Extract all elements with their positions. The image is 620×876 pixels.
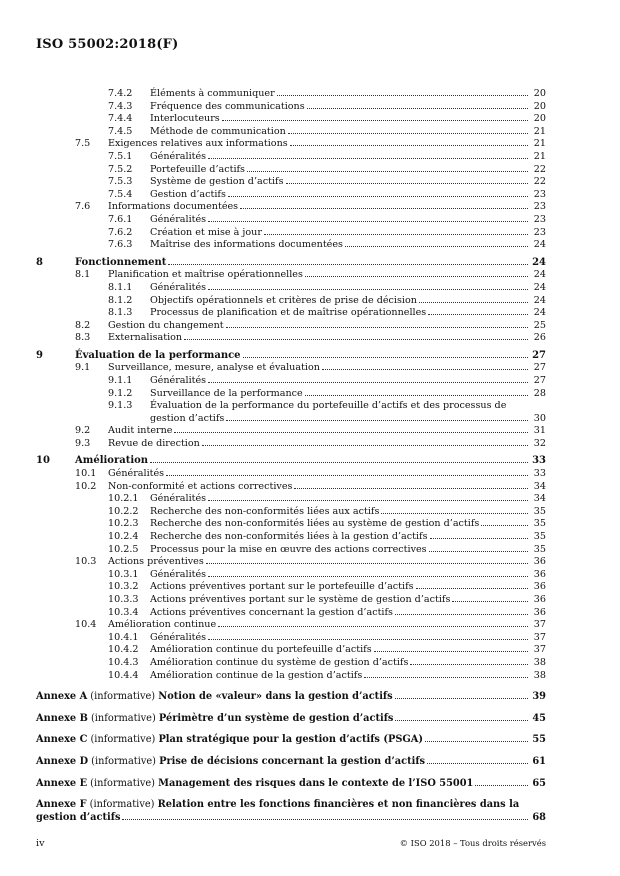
toc-entry-page: 34 (533, 480, 546, 492)
leader-dots (410, 664, 528, 665)
toc-entry-number: 8.1 (75, 269, 91, 281)
leader-dots (428, 314, 528, 315)
toc-entry-title: Gestion d’actifs (150, 188, 226, 200)
toc-entry-title: Non-conformité et actions correctives (108, 480, 293, 492)
toc-entry-number: 10.3.3 (108, 593, 139, 605)
annex-title-cont: gestion d’actifs (36, 811, 121, 823)
toc-entry[interactable] (36, 362, 546, 375)
leader-dots (452, 601, 528, 602)
toc-entry[interactable] (36, 556, 546, 569)
leader-dots (429, 551, 528, 552)
annex-type: (informative) (86, 799, 158, 811)
toc-entry-page: 36 (533, 556, 546, 568)
toc-entry-page: 36 (533, 606, 546, 618)
toc-entry[interactable] (36, 269, 546, 282)
toc-entry-title: Interlocuteurs (150, 113, 220, 125)
toc-entry[interactable] (36, 518, 546, 531)
annex-page: 55 (532, 734, 546, 746)
toc-entry-page: 32 (533, 437, 546, 449)
toc-entry-page: 33 (533, 468, 546, 480)
toc-entry-title: Amélioration (75, 455, 149, 467)
toc-entry-page: 24 (533, 269, 546, 281)
toc-entry[interactable] (36, 493, 546, 506)
toc-entry-title: Système de gestion d’actifs (150, 176, 284, 188)
toc-entry[interactable] (36, 388, 546, 401)
table-of-contents (36, 88, 546, 824)
leader-dots (150, 462, 528, 463)
toc-entry-title: Surveillance de la performance (150, 387, 303, 399)
toc-entry-title: Exigences relatives aux informations (108, 138, 288, 150)
toc-entry[interactable] (36, 481, 546, 494)
toc-entry-title: Planification et maîtrise opérationnelles (108, 269, 303, 281)
toc-entry[interactable] (36, 468, 546, 481)
toc-entry-number: 9.1 (75, 362, 91, 374)
toc-entry[interactable] (36, 594, 546, 607)
leader-dots (218, 626, 528, 627)
toc-entry-title: Évaluation de la performance (75, 349, 241, 361)
annex-label: Annexe C (36, 734, 88, 746)
leader-dots (425, 741, 528, 742)
toc-entry-number: 10 (36, 455, 50, 467)
toc-entry-title: Généralités (150, 493, 207, 505)
toc-entry-number: 10.2.5 (108, 543, 139, 555)
toc-entry-number: 7.4.5 (108, 125, 133, 137)
toc-entry[interactable] (36, 126, 546, 139)
toc-entry-number: 10.3.4 (108, 606, 139, 618)
leader-dots (226, 420, 528, 421)
toc-entry-title: Audit interne (108, 425, 173, 437)
annex-label: Annexe D (36, 755, 89, 767)
toc-entry-page: 20 (533, 100, 546, 112)
toc-entry[interactable] (36, 607, 546, 620)
toc-entry[interactable] (36, 113, 546, 126)
annex-label: Annexe E (36, 777, 88, 789)
leader-dots (208, 221, 528, 222)
toc-entry-title: Amélioration continue (108, 619, 217, 631)
annex-page: 61 (532, 755, 546, 767)
toc-entry-page: 37 (533, 631, 546, 643)
toc-entry-number: 9.2 (75, 425, 91, 437)
toc-entry[interactable] (36, 375, 546, 388)
toc-entry-number: 8.3 (75, 332, 91, 344)
toc-entry[interactable] (36, 257, 546, 270)
toc-entry-page: 28 (533, 387, 546, 399)
annex-page: 65 (532, 777, 546, 789)
toc-entry-page: 27 (533, 375, 546, 387)
leader-dots (286, 183, 529, 184)
toc-entry[interactable] (36, 425, 546, 438)
toc-entry-title: Généralités (150, 213, 207, 225)
toc-entry-title: Amélioration continue de la gestion d’actifs (150, 669, 363, 681)
toc-entry-page: 24 (533, 239, 546, 251)
toc-entry-number: 10.4.1 (108, 631, 139, 643)
leader-dots (395, 698, 528, 699)
leader-dots (122, 819, 528, 820)
toc-entry-number: 10.4 (75, 619, 97, 631)
toc-entry-page: 37 (533, 619, 546, 631)
toc-entry-title: Méthode de communication (150, 125, 286, 137)
toc-entry-page: 35 (533, 505, 546, 517)
toc-entry[interactable] (36, 239, 546, 252)
toc-entry-page: 36 (533, 581, 546, 593)
leader-dots (208, 158, 528, 159)
toc-entry-title: Généralités (108, 468, 165, 480)
leader-dots (243, 357, 528, 358)
toc-entry[interactable] (36, 544, 546, 557)
toc-entry-number: 8 (36, 256, 43, 268)
toc-entry-title: Évaluation de la performance du portefeuille d’actifs et des processus de (150, 400, 507, 412)
toc-entry-number: 7.6 (75, 201, 91, 213)
toc-entry-title: Actions préventives (108, 556, 204, 568)
annex-entry[interactable] (36, 691, 546, 704)
toc-entry-title: Portefeuille d’actifs (150, 163, 245, 175)
toc-entry-page: 23 (533, 213, 546, 225)
annex-title: Prise de décisions concernant la gestion d’actifs (159, 755, 426, 767)
annex-title: Notion de «valeur» dans la gestion d’actifs (158, 691, 393, 703)
toc-entry-title-cont: gestion d’actifs (150, 412, 225, 424)
toc-entry-number: 10.4.3 (108, 656, 139, 668)
leader-dots (427, 763, 528, 764)
annex-page: 68 (532, 811, 546, 823)
leader-dots (345, 246, 528, 247)
page-number: iv (36, 838, 45, 849)
toc-entry-title: Généralités (150, 150, 207, 162)
toc-entry-number: 7.5.1 (108, 150, 133, 162)
toc-entry[interactable] (36, 227, 546, 240)
leader-dots (208, 639, 528, 640)
toc-entry-page: 34 (533, 493, 546, 505)
toc-entry-number: 9.1.2 (108, 387, 133, 399)
leader-dots (240, 208, 528, 209)
toc-entry-page: 36 (533, 568, 546, 580)
toc-entry-page: 27 (532, 349, 546, 361)
toc-entry-number: 10.3.2 (108, 581, 139, 593)
toc-entry-page: 38 (533, 656, 546, 668)
leader-dots (419, 302, 528, 303)
annex-type: (informative) (87, 691, 159, 703)
annex-page: 45 (532, 712, 546, 724)
toc-entry-page: 24 (532, 256, 546, 268)
leader-dots (184, 339, 528, 340)
toc-entry-title: Actions préventives concernant la gestion d’actifs (150, 606, 393, 618)
toc-entry-page: 21 (533, 150, 546, 162)
toc-entry-page: 22 (533, 176, 546, 188)
toc-entry-page: 26 (533, 332, 546, 344)
toc-entry-number: 8.1.2 (108, 294, 133, 306)
toc-entry-title: Généralités (150, 568, 207, 580)
leader-dots (202, 445, 528, 446)
toc-entry-number: 9.1.1 (108, 375, 133, 387)
toc-entry[interactable] (36, 619, 546, 632)
toc-entry-number: 9.1.3 (108, 400, 133, 412)
leader-dots (374, 651, 528, 652)
leader-dots (288, 133, 528, 134)
toc-entry-page: 35 (533, 543, 546, 555)
annex-label: Annexe B (36, 712, 88, 724)
toc-entry-title: Revue de direction (108, 437, 200, 449)
annex-title: Plan stratégique pour la gestion d’actifs (PSGA) (158, 734, 424, 746)
toc-entry[interactable] (36, 506, 546, 519)
toc-entry[interactable] (36, 657, 546, 670)
toc-entry-number: 10.3.1 (108, 568, 139, 580)
toc-entry-title: Recherche des non-conformités liées aux actifs (150, 505, 380, 517)
toc-entry-page: 23 (533, 226, 546, 238)
toc-entry-page: 36 (533, 593, 546, 605)
toc-entry[interactable] (36, 569, 546, 582)
toc-entry[interactable] (36, 101, 546, 114)
toc-entry-number: 8.2 (75, 319, 91, 331)
leader-dots (226, 327, 528, 328)
toc-entry-title: Objectifs opérationnels et critères de prise de décision (150, 294, 417, 306)
toc-entry-number: 7.5.2 (108, 163, 133, 175)
toc-entry-number: 10.4.4 (108, 669, 139, 681)
toc-entry-number: 10.2.2 (108, 505, 139, 517)
annex-type: (informative) (87, 712, 159, 724)
toc-entry[interactable] (36, 531, 546, 544)
toc-entry-title: Création et mise à jour (150, 226, 262, 238)
toc-entry-title: Processus pour la mise en œuvre des actions correctives (150, 543, 427, 555)
annex-title: Périmètre d’un système de gestion d’actifs (158, 712, 394, 724)
toc-entry-number: 7.6.3 (108, 239, 133, 251)
toc-entry-number: 8.1.1 (108, 281, 133, 293)
toc-entry[interactable] (36, 350, 546, 363)
leader-dots (208, 500, 528, 501)
toc-entry[interactable] (36, 581, 546, 594)
leader-dots (208, 289, 528, 290)
toc-entry-number: 8.1.3 (108, 307, 133, 319)
toc-entry-page: 31 (533, 425, 546, 437)
leader-dots (174, 432, 528, 433)
leader-dots (322, 369, 528, 370)
toc-entry-number: 10.3 (75, 556, 97, 568)
toc-entry-number: 10.2 (75, 480, 97, 492)
toc-entry[interactable] (36, 189, 546, 202)
toc-entry-title: Recherche des non-conformités liées au système de gestion d’actifs (150, 518, 480, 530)
toc-entry-title: Gestion du changement (108, 319, 224, 331)
toc-entry-page: 24 (533, 307, 546, 319)
annex-entry[interactable] (36, 778, 546, 791)
leader-dots (206, 563, 528, 564)
toc-entry-title: Actions préventives portant sur le système de gestion d’actifs (150, 593, 451, 605)
toc-entry-title: Fonctionnement (75, 256, 167, 268)
leader-dots (247, 171, 528, 172)
leader-dots (475, 785, 528, 786)
toc-entry[interactable] (36, 332, 546, 345)
toc-entry[interactable] (36, 438, 546, 451)
leader-dots (307, 108, 528, 109)
toc-entry-number: 10.4.2 (108, 644, 139, 656)
annex-entry[interactable] (36, 734, 546, 747)
toc-entry[interactable] (36, 632, 546, 645)
toc-entry-page: 33 (532, 455, 546, 467)
toc-entry-page: 20 (533, 88, 546, 99)
toc-entry[interactable] (36, 644, 546, 657)
toc-entry-title: Amélioration continue du système de gestion d’actifs (150, 656, 409, 668)
toc-entry[interactable] (36, 214, 546, 227)
toc-entry-number: 7.4.4 (108, 113, 133, 125)
leader-dots (264, 234, 528, 235)
toc-entry-number: 10.2.1 (108, 493, 139, 505)
toc-entry-title: Informations documentées (108, 201, 239, 213)
toc-entry-page: 38 (533, 669, 546, 681)
leader-dots (166, 475, 528, 476)
toc-entry-number: 10.1 (75, 468, 97, 480)
toc-entry-page: 35 (533, 518, 546, 530)
annex-type: (informative) (87, 734, 159, 746)
toc-entry-title: Maîtrise des informations documentées (150, 239, 343, 251)
annex-type: (informative) (88, 755, 160, 767)
toc-entry-title: Généralités (150, 281, 207, 293)
leader-dots (208, 382, 528, 383)
toc-entry-title: Externalisation (108, 332, 183, 344)
toc-entry-number: 7.5.3 (108, 176, 133, 188)
leader-dots (395, 614, 528, 615)
toc-entry-title: Fréquence des communications (150, 100, 305, 112)
leader-dots (430, 538, 529, 539)
toc-entry[interactable] (36, 201, 546, 214)
leader-dots (381, 513, 528, 514)
toc-entry-page: 22 (533, 163, 546, 175)
toc-entry-title: Recherche des non-conformités liées à la gestion d’actifs (150, 531, 428, 542)
toc-entry[interactable] (36, 400, 546, 425)
toc-entry-number: 7.5.4 (108, 188, 133, 200)
toc-entry-title: Éléments à communiquer (150, 88, 275, 99)
toc-entry[interactable] (36, 295, 546, 308)
leader-dots (481, 525, 528, 526)
toc-entry-number: 7.4.3 (108, 100, 133, 112)
toc-entry[interactable] (36, 455, 546, 468)
toc-entry[interactable] (36, 307, 546, 320)
toc-entry-title: Amélioration continue du portefeuille d’actifs (150, 644, 372, 656)
toc-entry-title: Généralités (150, 631, 207, 643)
toc-entry-number: 9 (36, 349, 43, 361)
leader-dots (277, 95, 528, 96)
toc-entry-page: 24 (533, 294, 546, 306)
annex-page: 39 (532, 691, 546, 703)
leader-dots (222, 120, 528, 121)
annex-title: Management des risques dans le contexte de l’ISO 55001 (158, 777, 474, 789)
toc-entry-number: 7.6.1 (108, 213, 133, 225)
toc-entry[interactable] (36, 164, 546, 177)
toc-entry-title: Généralités (150, 375, 207, 387)
toc-entry-title: Surveillance, mesure, analyse et évaluation (108, 362, 320, 374)
annex-entry[interactable] (36, 713, 546, 726)
leader-dots (290, 145, 528, 146)
toc-entry[interactable] (36, 320, 546, 333)
leader-dots (364, 677, 528, 678)
leader-dots (416, 588, 528, 589)
toc-entry-page: 23 (533, 201, 546, 213)
toc-entry[interactable] (36, 282, 546, 295)
toc-entry[interactable] (36, 138, 546, 151)
leader-dots (305, 276, 528, 277)
leader-dots (228, 196, 528, 197)
toc-entry[interactable] (36, 670, 546, 683)
copyright-notice: © ISO 2018 – Tous droits réservés (399, 838, 546, 848)
toc-entry-number: 10.2.4 (108, 531, 139, 542)
toc-entry[interactable] (36, 176, 546, 189)
toc-entry-page: 24 (533, 281, 546, 293)
leader-dots (208, 576, 528, 577)
toc-entry-number: 7.4.2 (108, 88, 133, 99)
toc-entry-number: 7.6.2 (108, 226, 133, 238)
annex-type: (informative) (87, 777, 159, 789)
toc-entry-page: 20 (533, 113, 546, 125)
toc-entry-page: 21 (533, 125, 546, 137)
leader-dots (294, 488, 528, 489)
toc-entry-page: 23 (533, 188, 546, 200)
toc-entry-number: 9.3 (75, 437, 91, 449)
toc-entry-page: 35 (533, 531, 546, 542)
toc-entry-page: 30 (533, 412, 546, 424)
annex-title: Relation entre les fonctions financières et non financières dans la (157, 799, 520, 811)
toc-entry-page: 25 (533, 319, 546, 331)
toc-entry-number: 10.2.3 (108, 518, 139, 530)
leader-dots (395, 720, 528, 721)
toc-entry-title: Processus de planification et de maîtrise opérationnelles (150, 307, 427, 319)
toc-entry-page: 37 (533, 644, 546, 656)
toc-entry[interactable] (36, 88, 546, 101)
toc-entry-page: 27 (533, 362, 546, 374)
toc-entry-title: Actions préventives portant sur le portefeuille d’actifs (150, 581, 414, 593)
toc-entry[interactable] (36, 151, 546, 164)
toc-entry-page: 21 (533, 138, 546, 150)
annex-label: Annexe F (36, 799, 87, 811)
leader-dots (305, 395, 528, 396)
document-id-header: ISO 55002:2018(F) (36, 37, 179, 52)
leader-dots (168, 264, 528, 265)
annex-label: Annexe A (36, 691, 88, 703)
annex-entry[interactable] (36, 799, 546, 824)
toc-entry-number: 7.5 (75, 138, 91, 150)
annex-entry[interactable] (36, 756, 546, 769)
